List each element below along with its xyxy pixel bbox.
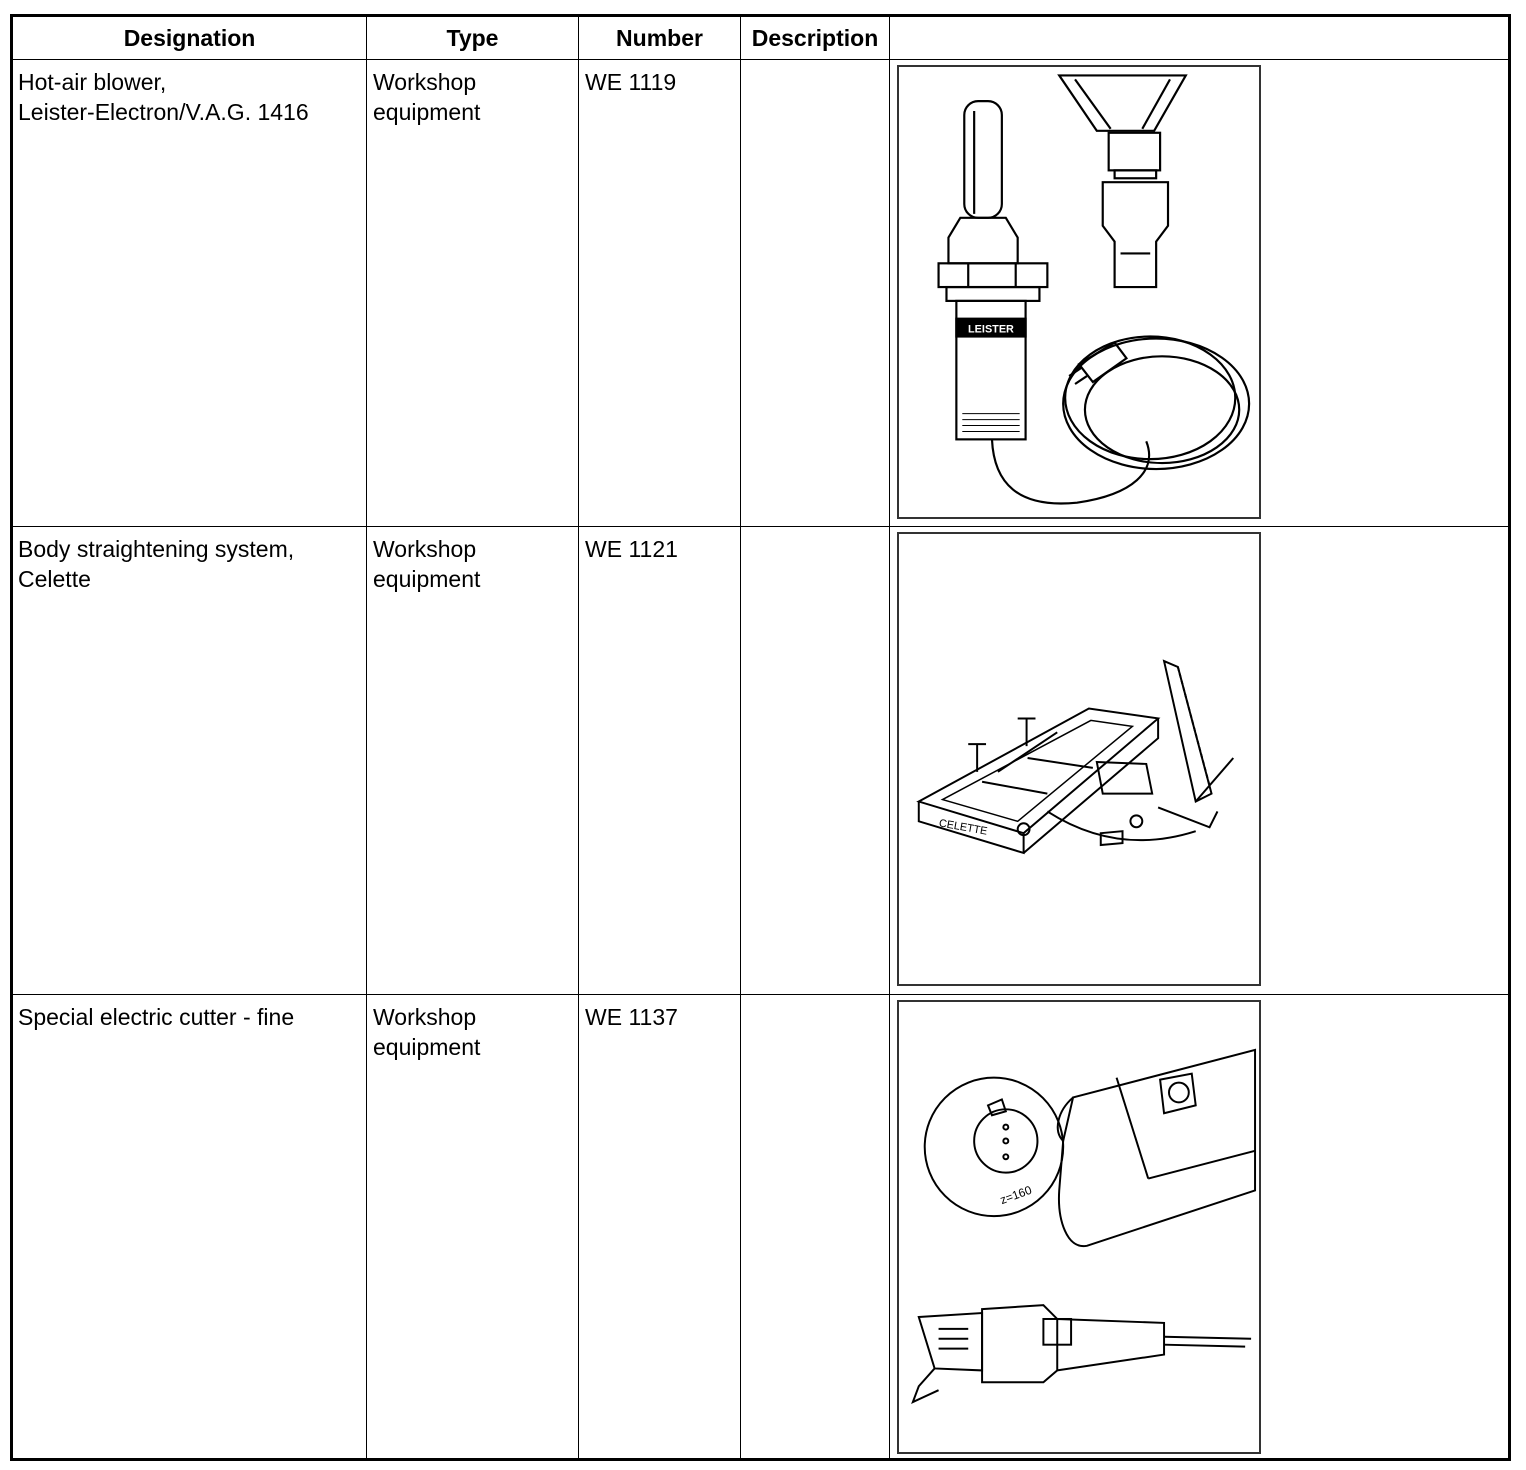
- row-divider: [13, 59, 1508, 60]
- header-designation: Designation: [123, 25, 256, 51]
- type-line: Workshop: [373, 1004, 477, 1030]
- row2-type: [373, 534, 480, 594]
- row3-number: WE 1137: [585, 1004, 678, 1030]
- col-divider: [366, 17, 367, 1458]
- type-line: Workshop: [373, 536, 477, 562]
- designation-line: Leister-Electron/V.A.G. 1416: [18, 99, 309, 125]
- type-line: equipment: [373, 566, 481, 592]
- leister-label: LEISTER: [968, 323, 1014, 336]
- row-divider: [13, 526, 1508, 527]
- celette-label: CELETTE: [938, 817, 989, 838]
- tools-table: [10, 14, 1511, 1461]
- designation-line: Hot-air blower,: [18, 69, 167, 95]
- col-divider: [889, 17, 890, 1458]
- row1-designation: [18, 67, 309, 127]
- type-line: Workshop: [373, 69, 477, 95]
- header-number: Number: [616, 25, 703, 51]
- row-divider: [13, 994, 1508, 995]
- row1-number: WE 1119: [585, 69, 677, 95]
- row3-type: [373, 1002, 480, 1062]
- type-line: equipment: [373, 1034, 481, 1060]
- row2-designation: [18, 534, 294, 594]
- disc-label: z=160: [998, 1182, 1034, 1208]
- col-divider: [740, 17, 741, 1458]
- designation-line: Body straightening system,: [18, 536, 295, 562]
- electric-cutter-illustration: [897, 1000, 1261, 1454]
- designation-line: Celette: [18, 566, 91, 592]
- hot-air-blower-illustration: [897, 65, 1261, 519]
- col-divider: [578, 17, 579, 1458]
- row2-number: WE 1121: [585, 536, 678, 562]
- body-straightening-system-illustration: [897, 532, 1261, 986]
- header-type: Type: [446, 25, 499, 51]
- type-line: equipment: [373, 99, 481, 125]
- header-description: Description: [751, 25, 879, 51]
- row3-designation: [18, 1002, 294, 1032]
- row1-type: [373, 67, 480, 127]
- designation-line: Special electric cutter - fine: [18, 1004, 295, 1030]
